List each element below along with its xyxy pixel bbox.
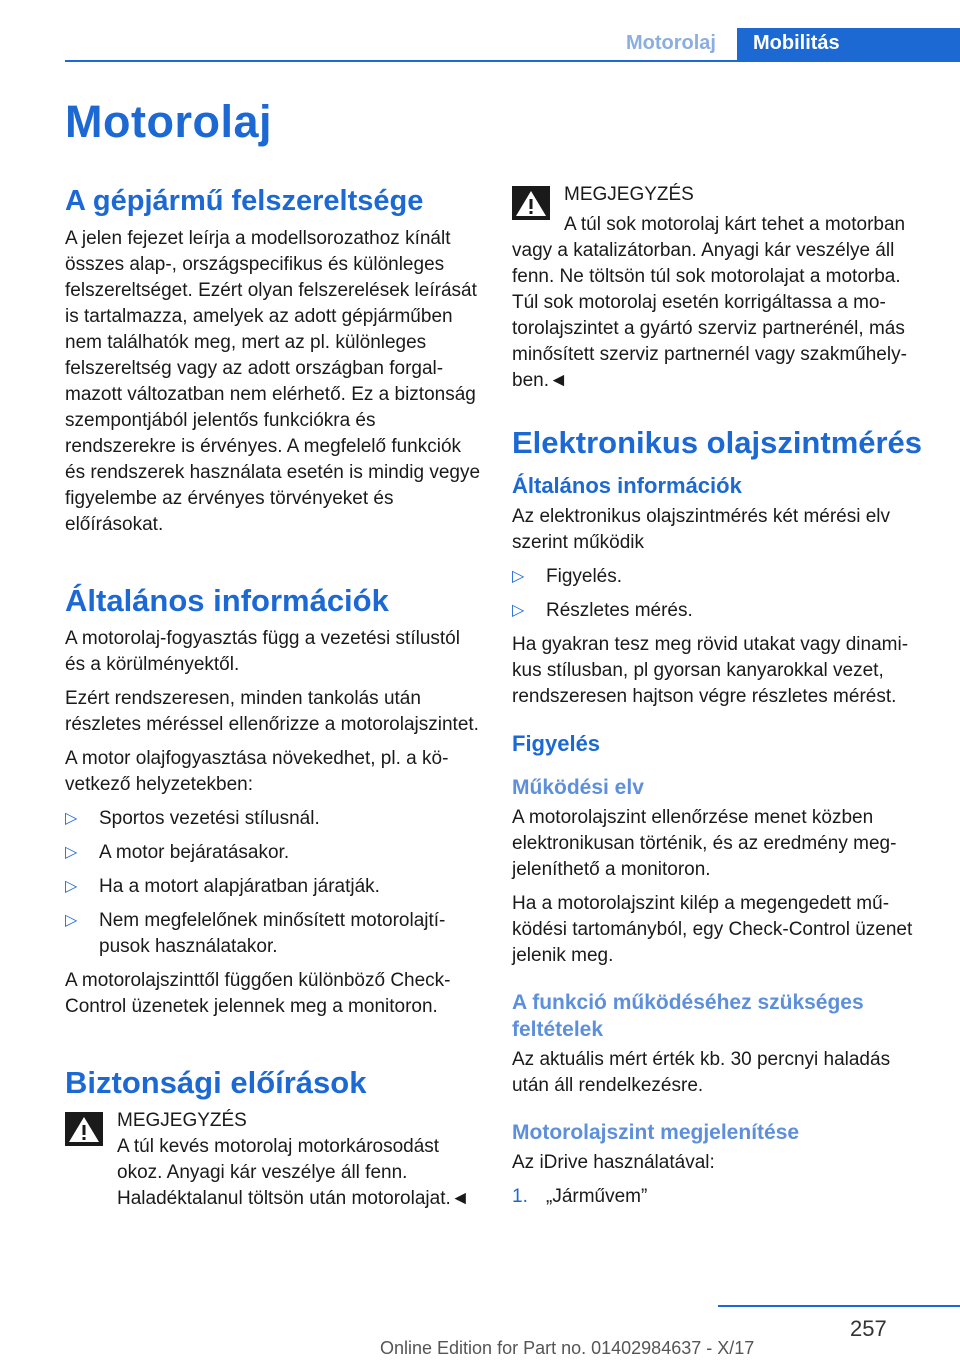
heading-principle: Működési elv	[512, 776, 644, 799]
heading-safety: Biztonsági előírások	[65, 1065, 367, 1100]
triangle-bullet-icon: ▷	[512, 568, 525, 585]
warning-text: A túl sok motorolaj kárt tehet a motorban vagy a katalizátorban. Anyagi kár veszélye áll fenn. Ne töltsön túl sok motorolajat a motorba. Túl sok motorolaj esetén korrigáltassa a motorolajszintet a gyártó szerviz partnerénél, más minősített szerviz partnernél vagy szakműhelyben.◄	[512, 214, 907, 391]
paragraph-requirements: Az aktuális mért érték kb. 30 percnyi haladás után áll rendelkezésre.	[512, 1049, 891, 1096]
warning-block	[512, 182, 928, 226]
page-number: 257	[850, 1316, 887, 1341]
left-column	[65, 182, 481, 1212]
list-item: ▷ Nem megfelelőnek minősített motorolajtípusok használatakor.	[65, 910, 446, 957]
heading-general-info-right: Általános információk	[512, 473, 742, 498]
paragraph-principles: Az elektronikus olajszintmérés két mérési elv szerint működik	[512, 506, 891, 553]
list-item: ▷ Sportos vezetési stílusnál.	[65, 806, 481, 832]
paragraph-increase: A motor olajfogyasztása növekedhet, pl. a következő helyzetekben:	[65, 748, 449, 795]
warning-block	[65, 1108, 481, 1212]
heading-electronic-oil: Elektronikus olajszintmérés	[512, 425, 923, 460]
paragraph-check-control: A motorolajszinttől függően különböző Check-Control üzenetek jelennek meg a monitoron.	[65, 970, 451, 1017]
list-item: ▷ Ha a motort alapjáratban járatják.	[65, 874, 481, 900]
warning-triangle-icon	[512, 186, 550, 220]
list-item: ▷ Figyelés.	[512, 564, 928, 590]
measurement-list	[512, 564, 928, 624]
edition-footer: Online Edition for Part no. 01402984637 - X/17	[380, 1338, 755, 1358]
heading-display: Motorolajszint megjelenítése	[512, 1121, 800, 1144]
triangle-bullet-icon: ▷	[65, 912, 78, 929]
step-text: „Járművem”	[546, 1186, 648, 1207]
warning-text: A túl kevés motorolaj motorkárosodást okoz. Anyagi kár veszélye áll fenn. Haladéktalanul töltsön után motorolajat.◄	[117, 1136, 470, 1209]
footer-rule	[718, 1305, 960, 1307]
header-section-motorolaj[interactable]: Motorolaj	[626, 32, 716, 54]
consumption-list	[65, 806, 481, 960]
warning-label: MEGJEGYZÉS	[564, 184, 694, 205]
paragraph-regular-check: Ezért rendszeresen, minden tankolás után részletes méréssel ellenőrizze a motorolajszintet.	[65, 688, 479, 735]
right-column	[512, 182, 928, 1210]
warning-triangle-icon	[65, 1112, 103, 1146]
triangle-bullet-icon: ▷	[65, 878, 78, 895]
triangle-bullet-icon: ▷	[65, 810, 78, 827]
list-item: ▷ A motor bejáratásakor.	[65, 840, 481, 866]
heading-general-info: Általános információk	[65, 583, 389, 618]
list-item: ▷ Részletes mérés.	[512, 598, 928, 624]
triangle-bullet-icon: ▷	[65, 844, 78, 861]
paragraph-equipment: A jelen fejezet leírja a modellsorozathoz kínált összes alap-, országspecifikus és különleges felszereltséget. Ezért olyan felszerelések leírását is tartalmazza, amelyek az adott gépjárműben nem találhatók meg, mert az pl. különleges felszereltség vagy az adott országban forgalmazott változatban nem elérhető. Ez a biztonság szempontjából jelentős funkciókra és rendszerekre is érvényes. A megfelelő funkciók és rendszerek használata esetén is mindig vegye figyelembe az érvényes törvényeket és előírásokat.	[65, 228, 481, 535]
header-rule	[65, 60, 960, 62]
steps-list	[512, 1184, 928, 1210]
heading-monitoring: Figyelés	[512, 731, 601, 756]
paragraph-short-trips: Ha gyakran tesz meg rövid utakat vagy dinamikus stílusban, pl gyorsan kanyarokkal vezet, rendszeresen hajtson végre részletes mérést.	[512, 634, 909, 707]
triangle-bullet-icon: ▷	[512, 602, 525, 619]
warning-label: MEGJEGYZÉS	[117, 1110, 247, 1131]
paragraph-consumption: A motorolaj-fogyasztás függ a vezetési stílustól és a körülményektől.	[65, 628, 460, 675]
header-section-mobilitas[interactable]: Mobilitás	[737, 28, 960, 62]
paragraph-principle-1: A motorolajszint ellenőrzése menet közben elektronikusan történik, és az eredmény megjeleníthető a monitoron.	[512, 807, 897, 880]
heading-requirements: A funkció működéséhez szükséges feltételek	[512, 991, 864, 1041]
step-number: 1.	[512, 1186, 528, 1207]
heading-equipment: A gépjármű felszereltsége	[65, 185, 424, 217]
page-title: Motorolaj	[65, 96, 272, 147]
list-item	[512, 1184, 928, 1210]
paragraph-display: Az iDrive használatával:	[512, 1152, 715, 1173]
paragraph-principle-2: Ha a motorolajszint kilép a megengedett működési tartományból, egy Check-Control üzenet jelenik meg.	[512, 893, 913, 966]
